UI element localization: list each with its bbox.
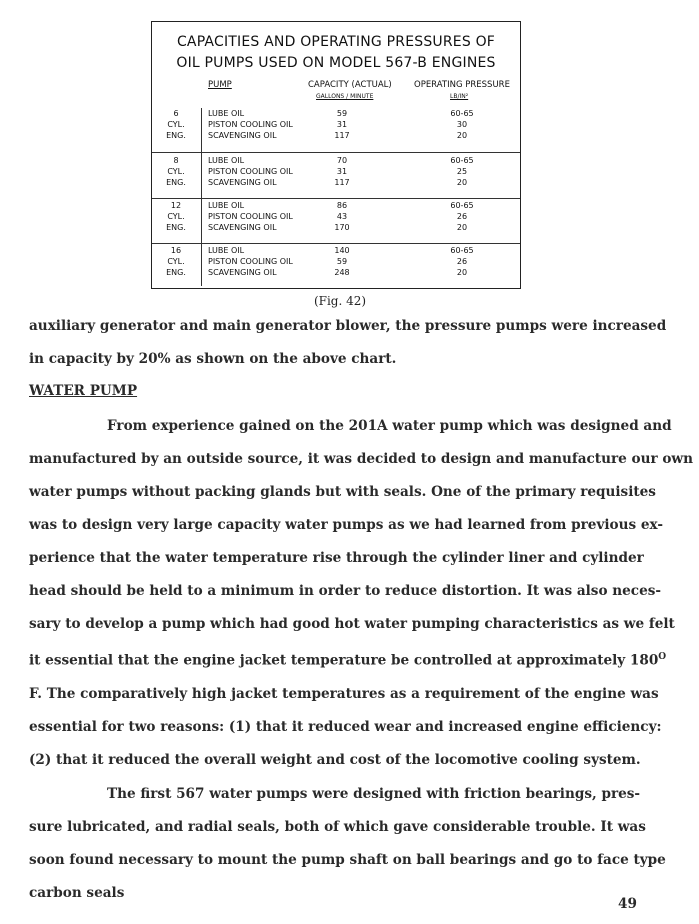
- paragraph-line: essential for two reasons: (1) that it reduced wear and increased engine efficiency:: [29, 718, 662, 735]
- eng-label: ENG.: [166, 178, 186, 187]
- pressure-value: 26: [456, 212, 468, 221]
- capacity-value: 170: [334, 223, 350, 232]
- group-16-cyl: [152, 245, 520, 288]
- pump-name: SCAVENGING OIL: [208, 268, 277, 277]
- pump-name: LUBE OIL: [208, 201, 245, 210]
- pump-name: SCAVENGING OIL: [208, 131, 277, 140]
- cyl-label: CYL.: [167, 167, 185, 176]
- capacity-value: 117: [334, 178, 350, 187]
- pressure-value: 30: [456, 120, 468, 129]
- capacity-value: 86: [336, 201, 348, 210]
- capacity-value: 140: [334, 246, 350, 255]
- eng-label: ENG.: [166, 268, 186, 277]
- group-separator: [152, 152, 520, 153]
- pressure-value: 60-65: [450, 156, 474, 165]
- paragraph-line: in capacity by 20% as shown on the above chart.: [29, 351, 397, 367]
- paragraph-line: F. The comparatively high jacket temperatures as a requirement of the engine was: [29, 685, 659, 702]
- paragraph-1: [29, 310, 669, 376]
- paragraph-line: sary to develop a pump which had good hot water pumping characteristics as we felt: [29, 616, 675, 632]
- pump-name: PISTON COOLING OIL: [208, 257, 293, 266]
- paragraph-line: perience that the water temperature rise through the cylinder liner and cylinder: [29, 550, 644, 566]
- paragraph-line: From experience gained on the 201A water pump which was designed and: [107, 418, 672, 434]
- paragraph-line: The first 567 water pumps were designed with friction bearings, pres-: [107, 786, 641, 802]
- paragraph-line: carbon seals: [29, 885, 125, 901]
- capacity-value: 43: [336, 212, 348, 221]
- pressure-value: 60-65: [450, 109, 474, 118]
- pressure-value: 20: [456, 223, 468, 232]
- header-pressure-unit: LB/IN²: [450, 93, 469, 100]
- paragraph-line: water pumps without packing glands but with seals. One of the primary requisites: [29, 484, 656, 500]
- cyl-count: 8: [173, 156, 179, 165]
- header-pump: PUMP: [208, 80, 232, 90]
- pump-name: PISTON COOLING OIL: [208, 212, 293, 221]
- capacity-value: 59: [336, 257, 348, 266]
- capacity-value: 31: [336, 120, 348, 129]
- paragraph-line: auxiliary generator and main generator blower, the pressure pumps were increased: [29, 318, 667, 334]
- pump-name: LUBE OIL: [208, 109, 245, 118]
- paragraph-line-text: it essential that the engine jacket temperature be controlled at approximately 180: [29, 652, 659, 669]
- pressure-value: 60-65: [450, 201, 474, 210]
- eng-label: ENG.: [166, 223, 186, 232]
- pressure-value: 20: [456, 178, 468, 187]
- paragraph-2: [29, 410, 694, 777]
- paragraph-3: [29, 778, 669, 910]
- cyl-label: CYL.: [167, 120, 185, 129]
- cyl-label: CYL.: [167, 212, 185, 221]
- paragraph-line: manufactured by an outside source, it was decided to design and manufacture our own: [29, 451, 694, 467]
- pressure-value: 26: [456, 257, 468, 266]
- pressure-value: 20: [456, 268, 468, 277]
- group-6-cyl: [152, 108, 520, 151]
- paragraph-line: (2) that it reduced the overall weight and cost of the locomotive cooling system.: [29, 751, 641, 768]
- pump-name: LUBE OIL: [208, 156, 245, 165]
- figure-caption: (Fig. 42): [313, 294, 367, 308]
- pressure-value: 25: [456, 167, 468, 176]
- capacity-value: 248: [334, 268, 350, 277]
- section-heading: WATER PUMP: [29, 383, 138, 399]
- paragraph-line: soon found necessary to mount the pump shaft on ball bearings and go to face type: [29, 852, 666, 868]
- pressure-value: 60-65: [450, 246, 474, 255]
- cyl-count: 16: [170, 246, 182, 255]
- pump-name: SCAVENGING OIL: [208, 223, 277, 232]
- pump-name: SCAVENGING OIL: [208, 178, 277, 187]
- pump-name: PISTON COOLING OIL: [208, 120, 293, 129]
- table-title-line2: OIL PUMPS USED ON MODEL 567-B ENGINES: [176, 55, 496, 71]
- header-capacity-unit: GALLONS / MINUTE: [316, 93, 374, 100]
- degree-superscript: O: [658, 652, 667, 662]
- capacity-value: 31: [336, 167, 348, 176]
- cyl-count: 12: [170, 201, 182, 210]
- group-12-cyl: [152, 200, 520, 243]
- table-title-line1: CAPACITIES AND OPERATING PRESSURES OF: [176, 34, 496, 50]
- pressure-value: 20: [456, 131, 468, 140]
- cyl-count: 6: [173, 109, 179, 118]
- group-8-cyl: [152, 155, 520, 198]
- capacity-value: 59: [336, 109, 348, 118]
- header-pressure: OPERATING PRESSURE: [414, 80, 510, 90]
- capacity-value: 117: [334, 131, 350, 140]
- eng-label: ENG.: [166, 131, 186, 140]
- capacity-value: 70: [336, 156, 348, 165]
- paragraph-line: sure lubricated, and radial seals, both of which gave considerable trouble. It was: [29, 819, 646, 835]
- paragraph-line: head should be held to a minimum in order to reduce distortion. It was also neces-: [29, 583, 662, 599]
- group-separator: [152, 198, 520, 199]
- paragraph-line: was to design very large capacity water pumps as we had learned from previous ex-: [29, 517, 663, 533]
- header-capacity: CAPACITY (ACTUAL): [308, 80, 392, 90]
- group-separator: [152, 243, 520, 244]
- oil-pump-capacity-table: [151, 21, 521, 289]
- pump-name: PISTON COOLING OIL: [208, 167, 293, 176]
- cyl-label: CYL.: [167, 257, 185, 266]
- pump-name: LUBE OIL: [208, 246, 245, 255]
- page-number: 49: [618, 896, 637, 912]
- paragraph-line: [29, 641, 669, 678]
